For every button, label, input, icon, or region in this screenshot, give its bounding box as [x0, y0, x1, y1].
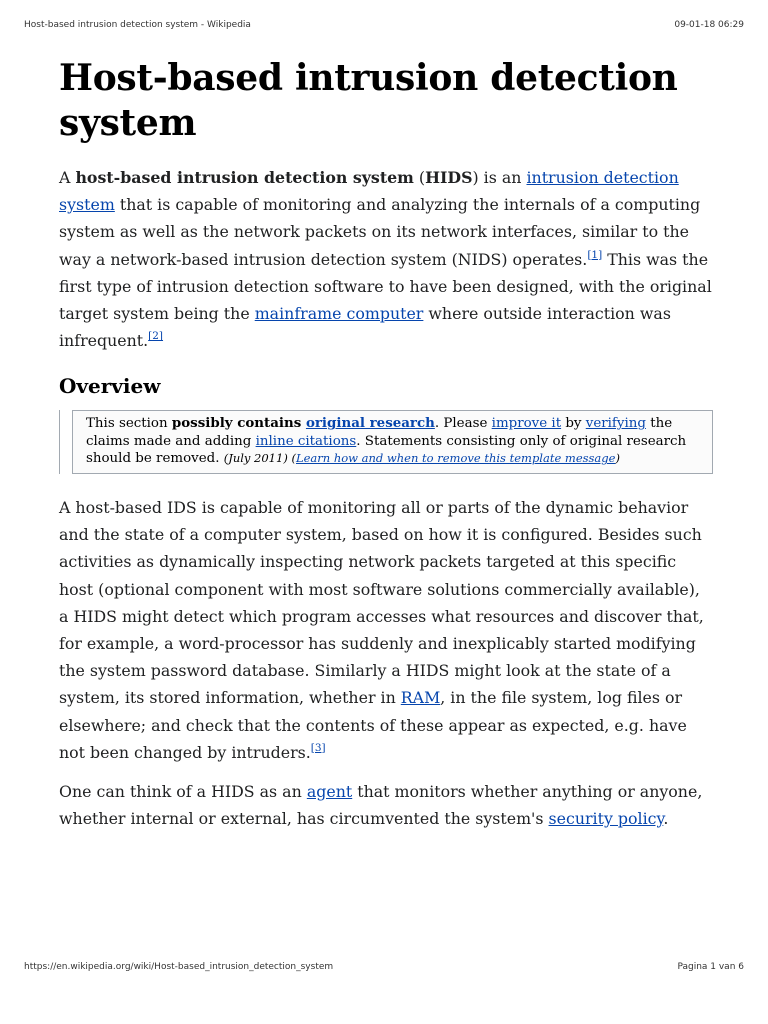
print-header: [24, 20, 744, 30]
citation-2[interactable]: [2]: [148, 330, 164, 343]
link-learn-remove-template[interactable]: Learn how and when to remove this template message: [295, 451, 616, 466]
notice-text-part: ): [615, 451, 620, 466]
link-intrusion-detection-system[interactable]: intrusion detection system: [59, 168, 679, 215]
intro-bold-abbr: HIDS: [425, 168, 473, 187]
notice-side-bar: [59, 410, 73, 474]
section-heading-overview: Overview: [59, 374, 161, 399]
overview-paragraph-1: [59, 494, 714, 766]
overview-paragraph-2: [59, 778, 714, 832]
page-title: Host-based intrusion detection system: [59, 57, 678, 144]
paragraph-text: One can think of a HIDS as an: [59, 781, 307, 801]
intro-text: A: [59, 168, 76, 187]
paragraph-text: that monitors whether anything or anyone, whether internal or external, has circumvented the system's: [59, 781, 703, 829]
print-footer-page-number: Pagina 1 van 6: [677, 962, 744, 972]
notice-text-part: . Statements consisting only of original research should be removed.: [86, 433, 687, 467]
print-footer: [24, 962, 744, 972]
intro-text: This was the first type of intrusion detection software to have been designed, with the original target system being the: [59, 249, 712, 324]
citation-3[interactable]: [3]: [310, 741, 326, 754]
article-content: [59, 56, 714, 844]
link-ram[interactable]: RAM: [400, 688, 441, 708]
notice-text-part: . Please: [434, 416, 492, 432]
link-original-research[interactable]: original research: [305, 415, 435, 432]
print-header-datetime: 09-01-18 06:29: [674, 20, 744, 30]
original-research-notice: [59, 410, 713, 474]
link-improve-it[interactable]: improve it: [491, 416, 562, 432]
paragraph-text: A host-based IDS is capable of monitoring all or parts of the dynamic behavior and the state of a computer system, based on how it is configured. Besides such activities as dynamically inspecting network packets targeted at this specific host (optional component with most software solutions commercially available), a HIDS might detect which program accesses what resources and discover that, for example, a word-processor has suddenly and inexplicably started modifying the system password database. Similarly a HIDS might look at the state of a system, its stored information, whether in: [59, 497, 704, 708]
link-security-policy[interactable]: security policy: [548, 809, 664, 829]
print-footer-url: https://en.wikipedia.org/wiki/Host-based_intrusion_detection_system: [24, 962, 334, 972]
print-header-title: Host-based intrusion detection system - Wikipedia: [24, 20, 251, 30]
intro-text: ) is an: [472, 168, 527, 187]
intro-text: where outside interaction was infrequent.: [59, 304, 671, 351]
link-mainframe-computer[interactable]: mainframe computer: [254, 304, 424, 324]
intro-text: that is capable of monitoring and analyzing the internals of a computing system as well as the network packets on its network interfaces, similar to the way a network-based intrusion detection system (NIDS) operates.: [59, 195, 701, 269]
notice-date: (July 2011): [223, 451, 288, 466]
intro-bold-term: host-based intrusion detection system: [75, 168, 414, 187]
notice-text-part: This section: [86, 416, 172, 432]
notice-text-part: the claims made and adding: [86, 416, 673, 449]
paragraph-text: .: [663, 809, 669, 829]
notice-text-part: (: [287, 451, 296, 466]
notice-text: [86, 415, 702, 468]
paragraph-text: , in the file system, log files or elsewhere; and check that the contents of these appear as expected, e.g. have not been changed by intruders.: [59, 688, 687, 762]
link-agent[interactable]: agent: [306, 781, 353, 801]
link-verifying[interactable]: verifying: [585, 416, 646, 432]
notice-bold: possibly contains: [171, 415, 306, 432]
link-inline-citations[interactable]: inline citations: [255, 433, 357, 449]
intro-text: (: [413, 168, 426, 187]
intro-paragraph: [59, 164, 714, 354]
notice-text-part: by: [561, 416, 586, 432]
citation-1[interactable]: [1]: [587, 248, 603, 261]
